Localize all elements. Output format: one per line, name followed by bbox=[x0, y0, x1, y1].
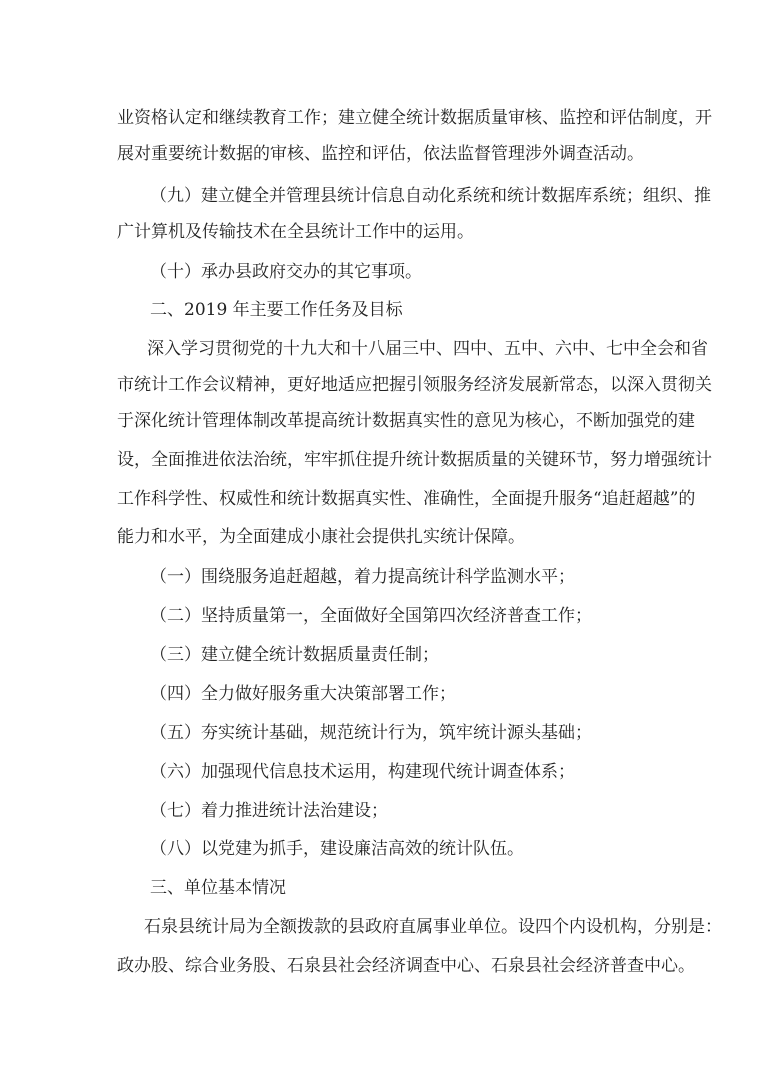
section-heading: 三、单位基本情况 bbox=[150, 878, 286, 898]
text-line: 深入学习贯彻党的十九大和十八届三中、四中、五中、六中、七中全会和省 bbox=[147, 339, 708, 359]
list-item: （四）全力做好服务重大决策部署工作； bbox=[150, 684, 456, 704]
list-item: （七）着力推进统计法治建设； bbox=[150, 801, 388, 821]
section-heading: 二、2019 年主要工作任务及目标 bbox=[150, 300, 403, 320]
text-line: （十）承办县政府交办的其它事项。 bbox=[150, 262, 422, 282]
list-item: （八）以党建为抓手，建设廉洁高效的统计队伍。 bbox=[150, 839, 524, 859]
list-item: （六）加强现代信息技术运用，构建现代统计调查体系； bbox=[150, 762, 575, 782]
text-line: 设，全面推进依法治统，牢牢抓住提升统计数据质量的关键环节，努力增强统计 bbox=[117, 450, 712, 470]
text-line: 石泉县统计局为全额拨款的县政府直属事业单位。设四个内设机构，分别是： bbox=[144, 917, 722, 937]
list-item: （三）建立健全统计数据质量责任制； bbox=[150, 645, 439, 665]
text-line: 业资格认定和继续教育工作；建立健全统计数据质量审核、监控和评估制度，开 bbox=[117, 108, 712, 128]
list-item: （二）坚持质量第一，全面做好全国第四次经济普查工作； bbox=[150, 606, 592, 626]
text-line: 能力和水平，为全面建成小康社会提供扎实统计保障。 bbox=[117, 527, 525, 547]
text-line: （九）建立健全并管理县统计信息自动化系统和统计数据库系统；组织、推 bbox=[150, 186, 711, 206]
text-line: 展对重要统计数据的审核、监控和评估，依法监督管理涉外调查活动。 bbox=[117, 144, 644, 164]
text-line: 广计算机及传输技术在全县统计工作中的运用。 bbox=[117, 222, 474, 242]
list-item: （五）夯实统计基础，规范统计行为，筑牢统计源头基础； bbox=[150, 723, 592, 743]
text-line: 政办股、综合业务股、石泉县社会经济调查中心、石泉县社会经济普查中心。 bbox=[117, 956, 695, 976]
text-line: 于深化统计管理体制改革提高统计数据真实性的意见为核心，不断加强党的建 bbox=[117, 411, 695, 431]
text-line: 工作科学性、权威性和统计数据真实性、准确性，全面提升服务“追赶超越”的 bbox=[117, 489, 696, 509]
list-item: （一）围绕服务追赶超越，着力提高统计科学监测水平； bbox=[150, 567, 575, 587]
text-line: 市统计工作会议精神，更好地适应把握引领服务经济发展新常态，以深入贯彻关 bbox=[117, 375, 712, 395]
